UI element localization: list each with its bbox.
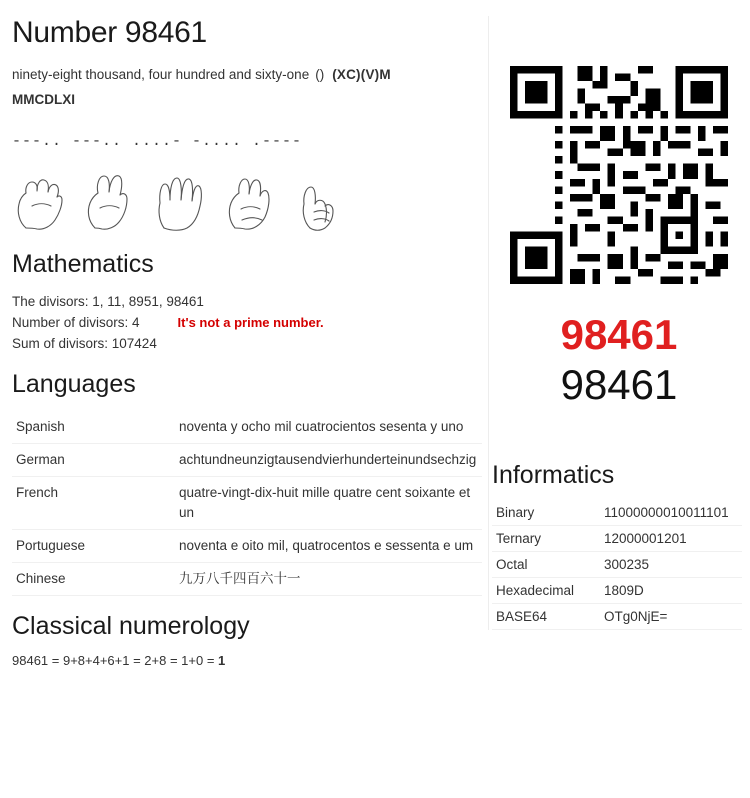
table-row [492, 526, 742, 552]
language-value: 九万八千四百六十一 [175, 563, 482, 596]
prime-status-badge: It's not a prime number. [177, 315, 324, 330]
languages-heading: Languages [12, 370, 136, 398]
language-name: Spanish [12, 411, 175, 444]
language-name: Chinese [12, 563, 175, 596]
table-row [12, 530, 482, 563]
spelled-text: ninety-eight thousand, four hundred and sixty-one [12, 67, 310, 82]
table-row [12, 444, 482, 477]
divisors-line: The divisors: 1, 11, 8951, 98461 [12, 294, 204, 309]
informatics-key: Hexadecimal [492, 578, 600, 604]
informatics-table [492, 500, 742, 630]
table-row [492, 578, 742, 604]
column-divider [488, 16, 489, 630]
language-name: French [12, 477, 175, 530]
page-title: Number 98461 [12, 16, 207, 49]
informatics-heading: Informatics [492, 461, 615, 489]
number-display-black: 98461 [560, 361, 678, 408]
numerology-result: 1 [218, 653, 226, 668]
language-name: Portuguese [12, 530, 175, 563]
table-row [492, 552, 742, 578]
informatics-key: Ternary [492, 526, 600, 552]
right-column [488, 16, 738, 630]
hand-digit-8 [82, 166, 140, 232]
table-row [12, 563, 482, 596]
language-name: German [12, 444, 175, 477]
sum-of-divisors: Sum of divisors: 107424 [12, 336, 157, 351]
language-value: noventa e oito mil, quatrocentos e sessenta e um [175, 530, 482, 563]
language-value: noventa y ocho mil cuatrocientos sesenta y uno [175, 411, 482, 444]
table-row [12, 411, 482, 444]
informatics-value: 1809D [600, 578, 742, 604]
table-row [12, 477, 482, 530]
number-spelled-out [12, 64, 482, 86]
roman-inline: (XC)(V)M [332, 67, 391, 82]
languages-table [12, 411, 482, 596]
classical-numerology-line [12, 653, 738, 668]
number-display-red: 98461 [560, 311, 678, 358]
informatics-key: Octal [492, 552, 600, 578]
morse-code: ---.. ---.. ....- -.... .---- [12, 133, 303, 150]
spelled-parenthesis: () [315, 67, 325, 82]
hand-digit-4 [152, 166, 210, 232]
numerology-expression: 98461 = 9+8+4+6+1 = 2+8 = 1+0 = [12, 653, 219, 668]
informatics-value: 300235 [600, 552, 742, 578]
informatics-value: 11000000010011101 [600, 500, 742, 526]
hand-digit-9 [12, 166, 70, 232]
classical-numerology-heading: Classical numerology [12, 612, 250, 640]
hand-digit-6 [222, 166, 280, 232]
table-row [492, 500, 742, 526]
qr-code-icon [510, 66, 728, 284]
informatics-key: Binary [492, 500, 600, 526]
informatics-value: 12000001201 [600, 526, 742, 552]
table-row [492, 604, 742, 630]
roman-numeral-line: MMCDLXI [12, 92, 75, 107]
mathematics-heading: Mathematics [12, 250, 154, 278]
language-value: achtundneunzigtausendvierhunderteinundsechzig [175, 444, 482, 477]
hand-digit-1 [292, 166, 350, 232]
informatics-value: OTg0NjE= [600, 604, 742, 630]
page-root [0, 16, 750, 798]
language-value: quatre-vingt-dix-huit mille quatre cent soixante et un [175, 477, 482, 530]
informatics-key: BASE64 [492, 604, 600, 630]
number-of-divisors: Number of divisors: 4 [12, 315, 140, 330]
